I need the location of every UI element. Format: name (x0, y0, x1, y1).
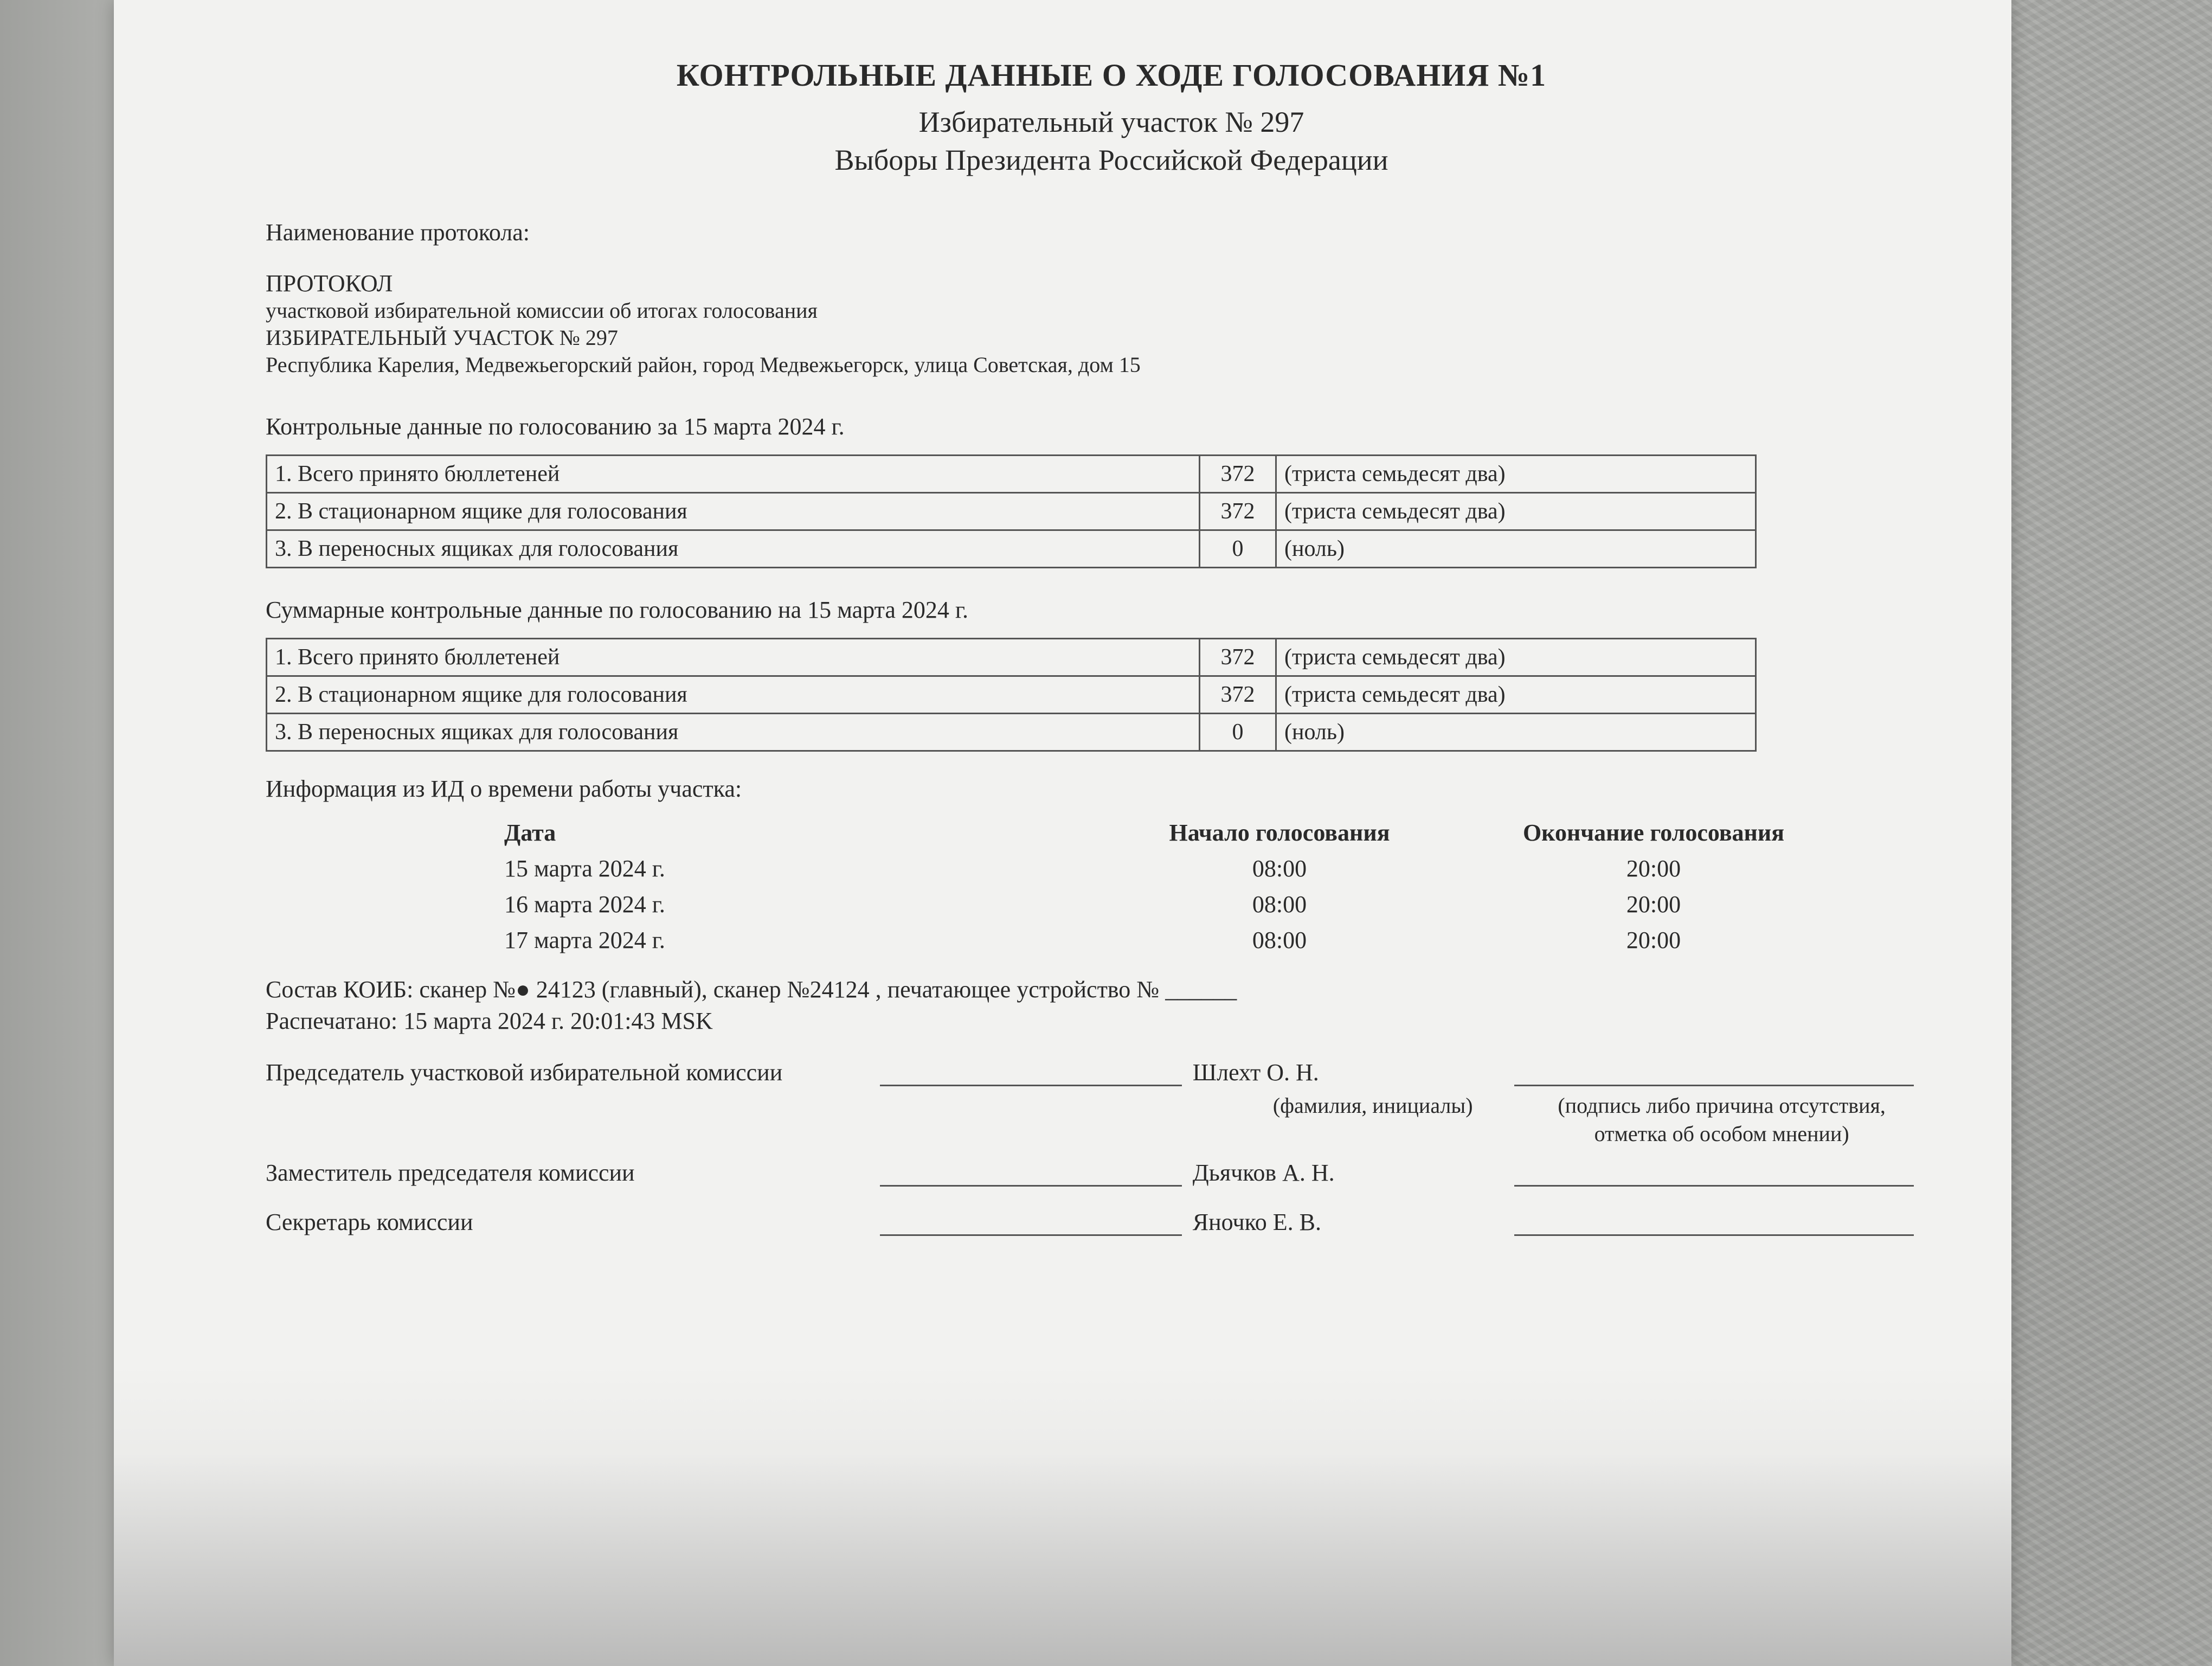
signature-role: Председатель участковой избирательной комиссии (266, 1059, 783, 1086)
hours-date: 17 марта 2024 г. (504, 926, 665, 953)
signature-role: Заместитель председателя комиссии (266, 1159, 635, 1186)
table-row (267, 456, 1756, 493)
protocol-label: Наименование протокола: (266, 219, 530, 246)
signature-captions (266, 1092, 1914, 1148)
row-number: 0 (1200, 530, 1276, 568)
document-title: КОНТРОЛЬНЫЕ ДАННЫЕ О ХОДЕ ГОЛОСОВАНИЯ №1 (676, 57, 1547, 93)
control-data-title: Контрольные данные по голосованию за 15 марта 2024 г. (266, 413, 845, 440)
hours-title: Информация из ИД о времени работы участка: (266, 776, 742, 802)
hours-header-row (266, 815, 1914, 850)
signature-line (880, 1160, 1182, 1187)
hours-start: 08:00 (1252, 890, 1307, 918)
hours-date: 15 марта 2024 г. (504, 855, 665, 882)
signature-name: Яночко Е. В. (1192, 1209, 1322, 1235)
document-content (266, 57, 1914, 1236)
summary-data-title: Суммарные контрольные данные по голосованию на 15 марта 2024 г. (266, 597, 969, 623)
hours-start: 08:00 (1252, 926, 1307, 953)
district-name: Избирательный участок № 297 (918, 106, 1304, 138)
row-label: 1. Всего принято бюллетеней (267, 639, 1200, 676)
table-row (267, 530, 1756, 568)
protocol-block (266, 270, 1914, 379)
table-row (267, 714, 1756, 751)
summary-data-table (266, 638, 1757, 752)
protocol-line: Республика Карелия, Медвежьегорский район, город Медвежьегорск, улица Советская, дом 15 (266, 353, 1141, 377)
hours-table (266, 815, 1914, 958)
protocol-line: участковой избирательной комиссии об итогах голосования (266, 298, 818, 323)
hours-end: 20:00 (1626, 890, 1681, 918)
hours-header-date: Дата (504, 819, 556, 846)
signature-line (1514, 1209, 1914, 1236)
hours-row (266, 850, 1914, 886)
control-data-table (266, 454, 1757, 568)
paper-sheet (114, 0, 2011, 1666)
table-row (267, 493, 1756, 530)
row-number: 372 (1200, 676, 1276, 714)
row-words: (триста семьдесят два) (1276, 676, 1756, 714)
row-words: (ноль) (1276, 714, 1756, 751)
election-name: Выборы Президента Российской Федерации (834, 144, 1388, 176)
hours-start: 08:00 (1252, 855, 1307, 882)
signature-name: Шлехт О. Н. (1192, 1059, 1319, 1086)
hours-row (266, 922, 1914, 958)
hours-date: 16 марта 2024 г. (504, 890, 665, 918)
row-label: 2. В стационарном ящике для голосования (267, 493, 1200, 530)
row-label: 3. В переносных ящиках для голосования (267, 714, 1200, 751)
printed-line: Распечатано: 15 марта 2024 г. 20:01:43 MSK (266, 1008, 713, 1034)
protocol-line: ПРОТОКОЛ (266, 270, 393, 297)
signature-name: Дьячков А. Н. (1192, 1159, 1335, 1186)
row-number: 372 (1200, 639, 1276, 676)
hours-end: 20:00 (1626, 926, 1681, 953)
hours-end: 20:00 (1626, 855, 1681, 882)
hours-row (266, 886, 1914, 922)
signature-line (880, 1060, 1182, 1086)
row-words: (ноль) (1276, 530, 1756, 568)
signature-row (266, 1208, 1914, 1236)
signature-role: Секретарь комиссии (266, 1209, 473, 1235)
row-number: 372 (1200, 456, 1276, 493)
table-row (267, 639, 1756, 676)
hours-header-start: Начало голосования (1169, 819, 1390, 846)
row-number: 372 (1200, 493, 1276, 530)
signature-line (1514, 1060, 1914, 1086)
signature-line (1514, 1160, 1914, 1187)
signature-line (880, 1209, 1182, 1236)
row-words: (триста семьдесят два) (1276, 639, 1756, 676)
shadow-overlay (114, 1362, 2011, 1666)
hours-header-end: Окончание голосования (1522, 819, 1785, 846)
row-number: 0 (1200, 714, 1276, 751)
signature-row (266, 1059, 1914, 1086)
protocol-line: ИЗБИРАТЕЛЬНЫЙ УЧАСТОК № 297 (266, 325, 618, 350)
caption-name: (фамилия, инициалы) (1272, 1093, 1473, 1118)
caption-spacer (266, 1092, 1216, 1148)
table-row (267, 676, 1756, 714)
row-words: (триста семьдесят два) (1276, 456, 1756, 493)
row-label: 1. Всего принято бюллетеней (267, 456, 1200, 493)
signature-row (266, 1159, 1914, 1187)
koib-line: Состав КОИБ: сканер №● 24123 (главный), сканер №24124 , печатающее устройство № ______ (266, 976, 1237, 1003)
signature-block (266, 1059, 1914, 1236)
caption-sign: (подпись либо причина отсутствия, отметка об особом мнении) (1558, 1093, 1886, 1146)
row-label: 2. В стационарном ящике для голосования (267, 676, 1200, 714)
row-words: (триста семьдесят два) (1276, 493, 1756, 530)
row-label: 3. В переносных ящиках для голосования (267, 530, 1200, 568)
